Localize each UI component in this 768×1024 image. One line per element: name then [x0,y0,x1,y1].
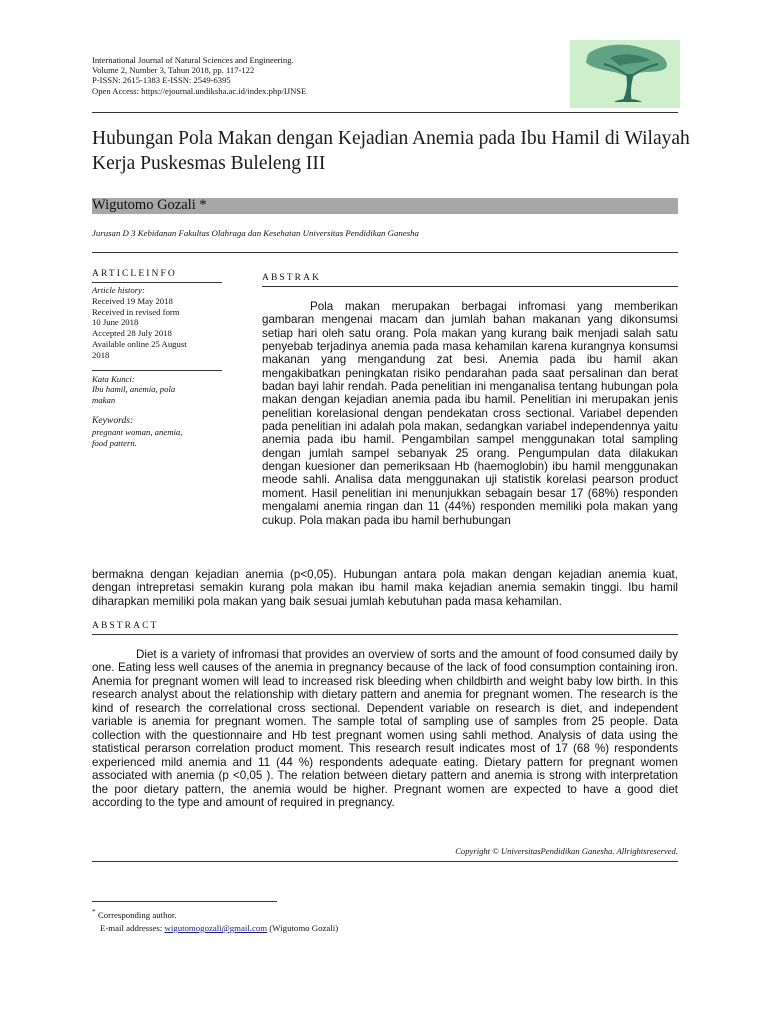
keywords-terms: pregnant woman, anemia, [92,426,183,437]
article-info-divider [92,282,222,283]
kata-kunci-terms-cont: makan [92,395,116,406]
keywords-label: Keywords: [92,414,134,426]
online-year: 2018 [92,349,110,360]
abstrak-heading: ABSTRAK [262,273,322,283]
keywords [92,416,222,448]
abstract-divider [92,634,678,635]
author-email-link[interactable]: wigutomogozali@gmail.com [164,922,268,933]
accepted-date: Accepted 28 July 2018 [92,328,172,339]
abstrak-header [262,272,678,287]
footnote-marker: * [92,907,96,916]
online-label: Available online 25 August [92,338,187,349]
header-divider [92,112,678,113]
journal-volume: Volume 2, Number 3, Tahun 2018, pp. 117-122 [92,65,255,76]
author-bar [92,198,678,214]
article-info [92,268,222,448]
tree-logo-icon [570,40,680,108]
email-label: E-mail addresses: [100,922,163,933]
journal-header [92,55,552,96]
affiliation: Jurusan D 3 Kebidanan Fakultas Olahraga dan Kesehatan Universitas Pendidikan Ganesha [92,228,419,238]
journal-issn: P-ISSN: 2615-1383 E-ISSN: 2549-6395 [92,75,231,86]
abstract-body: Diet is a variety of infromasi that provides an overview of sorts and the amount of food consumed daily by one. Eating less well causes of the anemia in pregnancy because of the lack of food consumption containing iron. Anemia for pregnant women will lead to increased risk bleeding when childbirth and weight baby low birth. In this research analyst about the relationship with dietary pattern and anemia for pregnant women. The research is the kind of research the correlational cross sectional. Dependent variable on research is diet, and independent variable is anemia for pregnant women. The sample total of sampling use of samples from 25 people. Data collection with the questionnaire and Hb test pregnant women using sahli method. Analysis of data using the statistical perarson correlation product moment. This research result indicates most of 17 (68 %) respondents experienced mild anemia and 11 (44 %) respondents adequate eating. Dietary pattern for pregnant women associated with anemia (p <0,05 ). The relation between dietary pattern and anemia is strong with interpretation the poor dietary pattern, the anemia would be higher. Pregnant women are expected to have a good diet according to the type and amount of required in pregnancy. [92,648,678,809]
copyright-divider [92,861,678,862]
affiliation-divider [92,252,678,253]
journal-open-access: Open Access: https://ejournal.undiksha.ac.id/index.php/IJNSE [92,85,307,96]
kata-kunci-terms: Ibu hamil, anemia, pola [92,384,176,395]
email-owner: (Wigutomo Gozali) [269,922,339,933]
paper-title: Hubungan Pola Makan dengan Kejadian Anemia pada Ibu Hamil di Wilayah Kerja Puskesmas Buleleng III [92,128,690,174]
abstract-heading: ABSTRACT [92,621,159,631]
journal-name: International Journal of Natural Sciences and Engineering. [92,55,294,65]
abstrak-body-continued: bermakna dengan kejadian anemia (p<0,05). Hubungan antara pola makan dengan kejadian anemia kuat, dengan intrepretasi semakin kurang pola makan ibu hamil maka kejadian anemia semakin tinggi. Ibu hamil diharapkan memiliki pola makan yang baik sesuai jumlah kebutuhan pada masa kehamilan. [92,568,678,608]
journal-logo [570,40,680,108]
author-name: Wigutomo Gozali * [92,197,207,213]
abstrak-body: Pola makan merupakan berbagai infromasi yang memberikan gambaran mengenai macam dan jumlah bahan makanan yang dikonsumsi setiap hari oleh satu orang. Pola makan yang kurang baik menjadi salah satu penyebab terjadinya anemia pada masa kehamilan karena kurangnya konsumsi makanan yang mengandung zat besi. Anemia pada ibu hamil akan mengakibatkan peningkatan risiko pendarahan pada saat persalinan dan berat badan bayi lahir rendah. Pada penelitian ini menganalisa tentang hubungan pola makan dengan kejadian anemia pada ibu hamil. Penelitian ini merupakan jenis penelitian korelasional dengan pendekatan cross sectional. Variabel dependen pada penelitian ini adalah pola makan, sedangkan variabel independennya yaitu anemia pada ibu hamil. Pengambilan sampel menggunakan total sampling dengan jumlah sampel sebanyak 25 orang. Pengumpulan data dilakukan dengan kuesioner dan pemeriksaan Hb (haemoglobin) ibu hamil menggunakan meode sahli. Analisa data menggunakan uji statistik korelasi pearson product moment. Hasil penelitian ini menunjukkan sebagain besar 17 (68%) responden mengalami anemia ringan dan 11 (44%) responden memiliki pola makan yang cukup. Pola makan pada ibu hamil berhubungan [262,300,678,527]
article-history [92,285,222,361]
kata-kunci-label: Kata Kunci: [92,373,135,384]
keywords-terms-cont: food pattern. [92,437,137,448]
abstrak-divider [262,286,678,287]
corresponding-author-label: Corresponding author. [97,909,177,920]
revised-date: 10 June 2018 [92,317,139,328]
abstract-header [92,620,678,635]
article-info-heading: ARTICLEINFO [92,269,177,279]
kata-kunci [92,374,222,406]
footnote [92,905,338,935]
history-divider [92,370,222,371]
received-date: Received 19 May 2018 [92,295,173,306]
revised-label: Received in revised form [92,306,180,317]
history-label: Article history: [92,285,145,295]
footnote-divider [92,901,277,902]
copyright: Copyright © UniversitasPendidikan Ganesha. Allrightsreserved. [455,846,678,856]
